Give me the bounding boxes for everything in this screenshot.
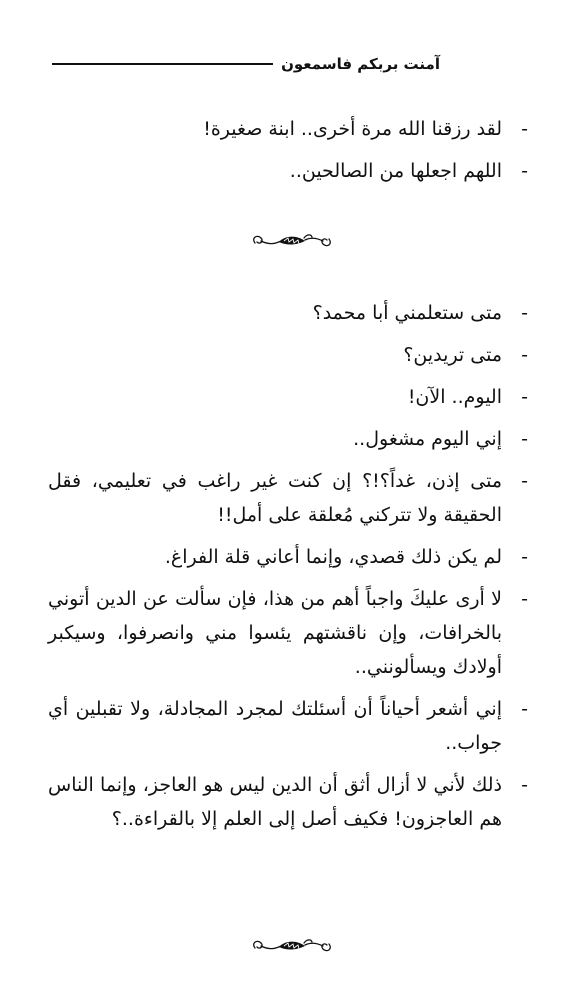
line-text: ذلك لأني لا أزال أثق أن الدين ليس هو العاجز، وإنما الناس هم العاجزون! فكيف أصل إلى العلم إلا بالقراءة..؟ xyxy=(48,774,502,830)
line-text: اللهم اجعلها من الصالحين.. xyxy=(289,160,502,182)
dash-bullet: - xyxy=(521,302,528,324)
dialogue-line xyxy=(48,582,528,684)
header-rule xyxy=(52,63,273,65)
line-text: لم يكن ذلك قصدي، وإنما أعاني قلة الفراغ. xyxy=(164,546,502,568)
dialogue-line xyxy=(48,464,528,532)
dash-bullet: - xyxy=(521,160,528,182)
dialogue-line xyxy=(48,154,528,188)
dialogue-line xyxy=(48,422,528,456)
dash-bullet: - xyxy=(521,118,528,140)
section-2 xyxy=(48,296,528,844)
running-header xyxy=(52,50,440,78)
dash-bullet: - xyxy=(521,774,528,796)
dialogue-line xyxy=(48,768,528,836)
header-title: آمنت بربكم فاسمعون xyxy=(281,55,440,73)
line-text: إني أشعر أحياناً أن أسئلتك لمجرد المجادلة، ولا تقبلين أي جواب.. xyxy=(48,698,502,754)
floral-divider-icon xyxy=(249,934,335,958)
dash-bullet: - xyxy=(521,344,528,366)
line-text: متى إذن، غداً؟!؟ إن كنت غير راغب في تعليمي، فقل الحقيقة ولا تتركني مُعلقة على أمل!! xyxy=(48,470,502,526)
dialogue-line xyxy=(48,380,528,414)
dash-bullet: - xyxy=(521,428,528,450)
line-text: لا أرى عليكَ واجباً أهم من هذا، فإن سألت عن الدين أتوني بالخرافات، وإن ناقشتهم يئسوا مني وانصرفوا، وسيكبر أولادك ويسألونني.. xyxy=(48,588,502,678)
line-text: لقد رزقنا الله مرة أخرى.. ابنة صغيرة! xyxy=(203,118,502,140)
dash-bullet: - xyxy=(521,546,528,568)
line-text: متى ستعلمني أبا محمد؟ xyxy=(312,302,502,324)
dialogue-line xyxy=(48,112,528,146)
line-text: إني اليوم مشغول.. xyxy=(353,428,502,450)
dash-bullet: - xyxy=(521,698,528,720)
section-1 xyxy=(48,112,528,196)
dialogue-line xyxy=(48,296,528,330)
line-text: متى تريدين؟ xyxy=(403,344,502,366)
dialogue-line xyxy=(48,338,528,372)
dialogue-line xyxy=(48,540,528,574)
dash-bullet: - xyxy=(521,386,528,408)
dialogue-line xyxy=(48,692,528,760)
dash-bullet: - xyxy=(521,588,528,610)
dash-bullet: - xyxy=(521,470,528,492)
line-text: اليوم.. الآن! xyxy=(407,386,502,408)
floral-divider-icon xyxy=(249,229,335,253)
